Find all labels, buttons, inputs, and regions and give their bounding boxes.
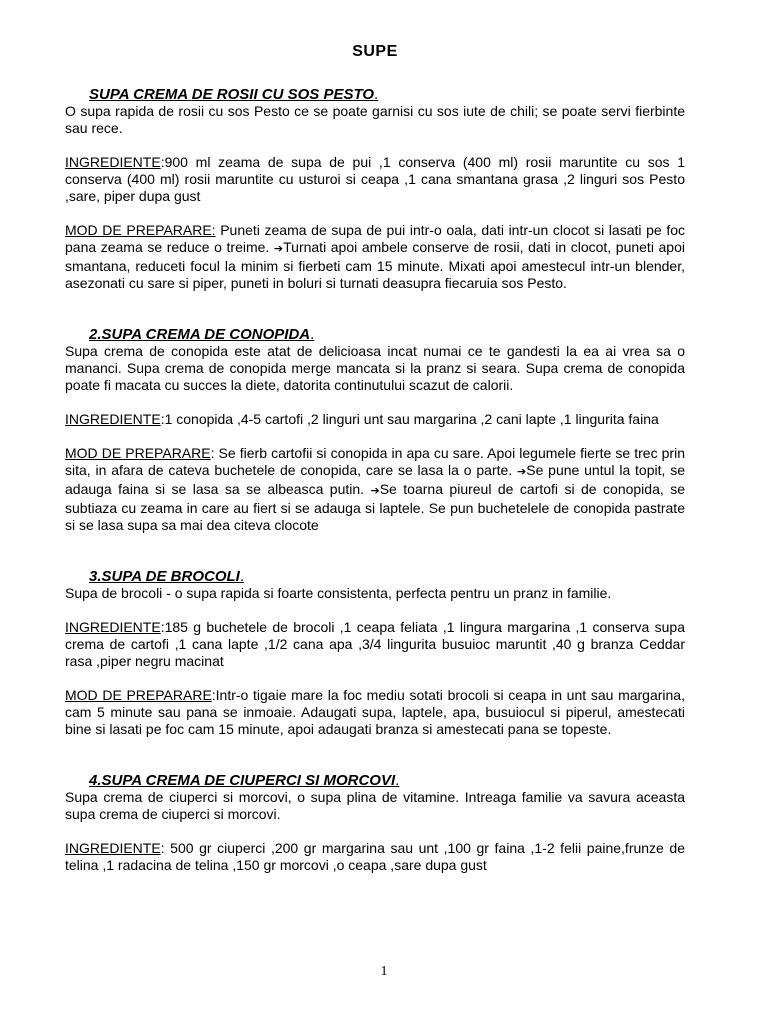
- ingredients-label: INGREDIENTE: [65, 154, 161, 170]
- recipe-section: [65, 568, 685, 738]
- arrow-icon: ➔: [273, 243, 284, 255]
- method-label: MOD DE PREPARARE: [65, 445, 211, 461]
- recipe-intro: Supa crema de conopida este atat de delicioasa incat numai ce te gandesti la ea ai vrea sa o mananci. Supa crema de conopida merge mancata si la pranz si seara. Supa crema de conopida poate fi macata cu succes la diete, datorita continutului scazut de calorii.: [65, 343, 685, 393]
- method-paragraph: MOD DE PREPARARE: Puneti zeama de supa de pui intr-o oala, dati intr-un clocot si lasati pe foc pana zeama se reduce o treime. ➔Turnati apoi ambele conserve de rosii, dati in clocot, puneti apoi smantana, reduceti focul la minim si fierbeti cam 15 minute. Mixati apoi amestecul intr-un blender, asezonati cu sare si piper, puneti in boluri si turnati deasupra fiecaruia sos Pesto.: [65, 222, 685, 291]
- recipe-heading: SUPA CREMA DE ROSII CU SOS PESTO.: [89, 86, 379, 103]
- ingredients-label: INGREDIENTE: [65, 411, 161, 427]
- arrow-icon: ➔: [517, 466, 527, 478]
- ingredients-label: INGREDIENTE: [65, 619, 161, 635]
- ingredients-text: :900 ml zeama de supa de pui ,1 conserva (400 ml) rosii maruntite cu sos 1 conserva (400 ml) rosii maruntite cu usturoi si ceapa ,1 cana smantana grasa ,2 linguri sos Pesto ,sare, piper dupa gust: [65, 154, 685, 204]
- recipe-intro: O supa rapida de rosii cu sos Pesto ce se poate garnisi cu sos iute de chili; se poate servi fierbinte sau rece.: [65, 103, 685, 136]
- recipe-section: [65, 86, 685, 292]
- ingredients-text: :1 conopida ,4-5 cartofi ,2 linguri unt sau margarina ,2 cani lapte ,1 lingurita faina: [160, 411, 659, 427]
- recipe-intro: Supa crema de ciuperci si morcovi, o supa plina de vitamine. Intreaga familie va savura aceasta supa crema de ciuperci si morcovi.: [65, 789, 685, 822]
- ingredients-text: : 500 gr ciuperci ,200 gr margarina sau unt ,100 gr faina ,1-2 felii paine,frunze de telina ,1 radacina de telina ,150 gr morcovi ,o ceapa ,sare dupa gust: [65, 840, 685, 873]
- ingredients-paragraph: [65, 154, 685, 205]
- ingredients-label: INGREDIENTE: [65, 840, 161, 856]
- method-paragraph: MOD DE PREPARARE: Se fierb cartofii si conopida in apa cu sare. Apoi legumele fierte se trec prin sita, in afara de cateva buchetele de conopida, care se lasa la o parte. ➔Se pune untul la topit, se adauga faina si se lasa sa se albeasca putin. ➔Se toarna piureul de cartofi si de conopida, se subtiaza cu zeama in care au fiert si se adauga si laptele. Se pun buchetelele de conopida pastrate si se lasa supa sa mai dea citeva clocote: [65, 445, 686, 533]
- document-page: [65, 42, 685, 874]
- ingredients-paragraph: [65, 619, 685, 670]
- method-label: MOD DE PREPARARE: [65, 687, 212, 703]
- recipe-section: [65, 326, 685, 534]
- recipe-section: [65, 772, 685, 874]
- ingredients-paragraph: [65, 411, 685, 428]
- ingredients-text: :185 g buchetele de brocoli ,1 ceapa feliata ,1 lingura margarina ,1 conserva supa crema de cartofi ,1 cana lapte ,1/2 cana apa ,3/4 lingurita busuioc maruntit ,40 g branza Ceddar rasa ,piper negru macinat: [65, 619, 685, 669]
- method-label: MOD DE PREPARARE:: [65, 222, 216, 238]
- recipe-heading: 4.SUPA CREMA DE CIUPERCI SI MORCOVI.: [89, 772, 400, 789]
- method-paragraph: MOD DE PREPARARE:Intr-o tigaie mare la foc mediu sotati brocoli si ceapa in unt sau margarina, cam 5 minute sau pana se inmoaie. Adaugati supa, laptele, apa, busuiocul si piperul, amestecati bine si lasati pe foc cam 15 minute, apoi adaugati branza si amestecati pana se topeste.: [65, 687, 685, 737]
- recipe-intro: Supa de brocoli - o supa rapida si foarte consistenta, perfecta pentru un pranz in familie.: [65, 585, 612, 601]
- recipe-heading: 2.SUPA CREMA DE CONOPIDA.: [89, 326, 315, 343]
- document-title: SUPE: [352, 43, 398, 60]
- arrow-icon: ➔: [370, 485, 380, 497]
- recipe-heading: 3.SUPA DE BROCOLI.: [89, 568, 245, 585]
- page-number: 1: [380, 964, 388, 979]
- ingredients-paragraph: [65, 840, 685, 874]
